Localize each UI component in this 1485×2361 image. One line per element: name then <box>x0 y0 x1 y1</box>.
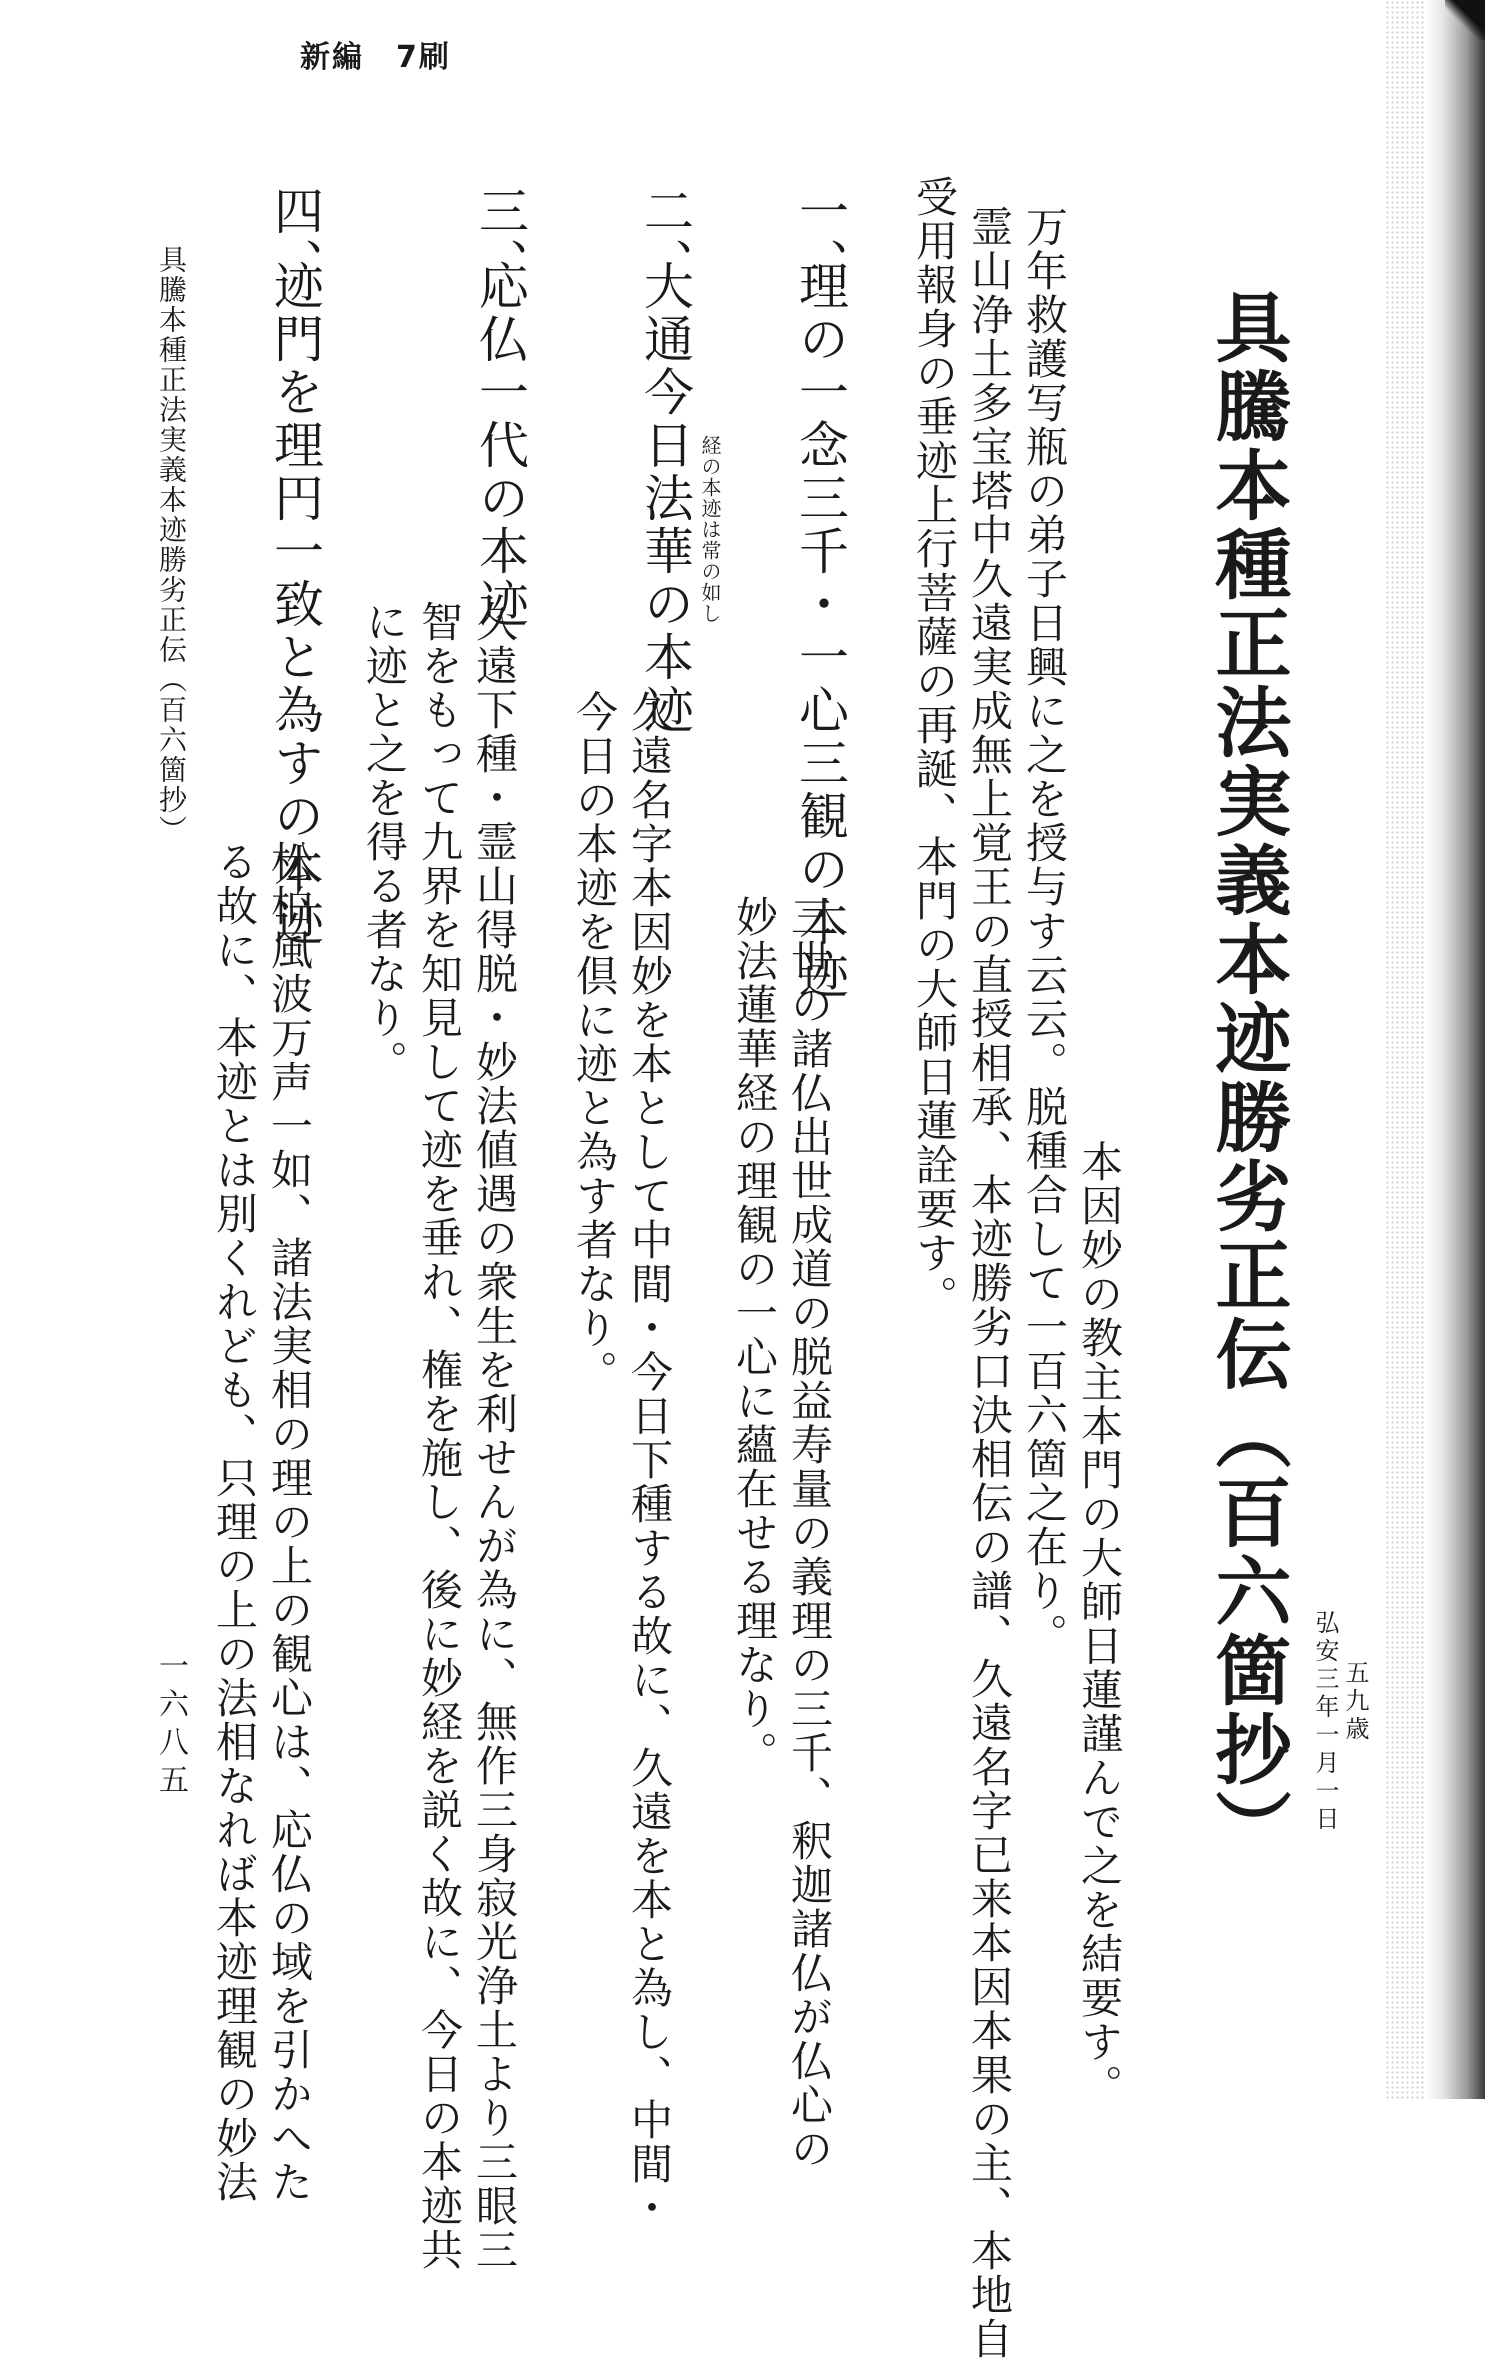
binding-texture <box>1385 0 1425 2099</box>
section-4-heading: 迹門を理円一致と為すの本迹 <box>266 260 324 949</box>
section-2-note: 経の本迹は常の如し <box>698 435 722 624</box>
section-2-body-1: 久遠名字本因妙を本として中間・今日下種する故に、久遠を本と為し、中間・ <box>625 690 674 2230</box>
section-1-body-1: 三世の諸仏出世成道の脱益寿量の義理の三千、釈迦諸仏が仏心の <box>785 895 834 2171</box>
section-2-heading: 大通今日法華の本迹 <box>636 260 694 737</box>
corner-shadow <box>1445 0 1485 40</box>
section-3-body-3: に迹と之を得る者なり。 <box>360 600 409 1084</box>
document-title: 具騰本種正法実義本迹勝劣正伝（百六箇抄） <box>1203 288 1292 1868</box>
section-4-number: 四、 <box>266 185 324 291</box>
running-title: 具騰本種正法実義本迹勝劣正伝（百六箇抄） <box>155 245 188 845</box>
section-3-number: 三、 <box>471 185 529 291</box>
page-number: 一六八五 <box>153 1650 188 1802</box>
section-1-heading: 理の一念三千・一心三観の本迹 <box>791 260 849 1002</box>
intro-column-3: 霊山浄土多宝塔中久遠実成無上覚王の直授相承、本迹勝劣口決相伝の譜、久遠名字已来本因本果の主、本地自 <box>965 205 1014 2361</box>
edition-label: 新編 7刷 <box>300 40 451 75</box>
section-1-body-2: 妙法蓮華経の理観の一心に蘊在せる理なり。 <box>730 895 779 1775</box>
section-4-body-1: 松柏風波万声一如、諸法実相の理の上の観心は、応仏の域を引かへた <box>265 840 314 2204</box>
section-4-body-2: る故に、本迹とは別くれども、只理の上の法相なれば本迹理観の妙法 <box>210 840 259 2204</box>
intro-column-2: 万年救護写瓶の弟子日興に之を授与す云云。脱種合して一百六箇之在り。 <box>1020 205 1069 1657</box>
intro-column-1: 本因妙の教主本門の大師日蓮謹んで之を結要す。 <box>1075 1140 1124 2108</box>
section-1-number: 一、 <box>791 185 849 291</box>
section-3-heading: 応仏一代の本迹 <box>471 260 529 631</box>
section-2-body-2: 今日の本迹を倶に迹と為す者なり。 <box>570 690 619 1394</box>
date-line-1: 弘安三年一月一日 <box>1311 1610 1339 1834</box>
date-line-2: 五九歳 <box>1341 1660 1369 1744</box>
section-3-body-1: 久遠下種・霊山得脱・妙法値遇の衆生を利せんが為に、無作三身寂光浄土より三眼三 <box>470 600 519 2272</box>
section-2-number: 二、 <box>636 185 694 291</box>
intro-column-4: 受用報身の垂迹上行菩薩の再誕、本門の大師日蓮詮要す。 <box>910 175 959 1319</box>
book-binding-shadow <box>1425 0 1485 2099</box>
section-3-body-2: 智をもって九界を知見して迹を垂れ、権を施し、後に妙経を説く故に、今日の本迹共 <box>415 600 464 2272</box>
